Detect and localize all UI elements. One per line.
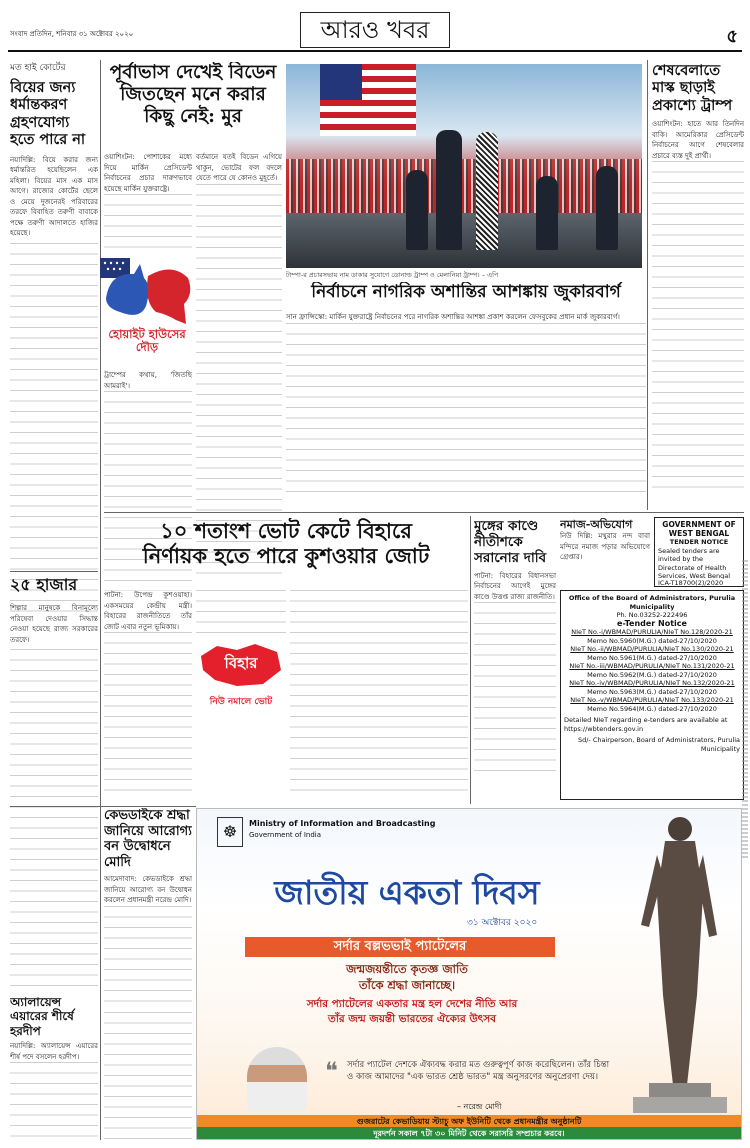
tender-ad [654,517,744,587]
purulia-phone: Ph. No.03252-222496 [616,611,688,619]
purulia-ad [560,590,744,800]
tender-org: GOVERNMENT OF WEST BENGAL [662,520,736,538]
purulia-footer: Detailed NIeT regarding e-tenders are available at https://wbtenders.gov.in [564,716,728,733]
munger-lines [474,602,556,772]
right-column [652,62,744,512]
purulia-title: e-Tender Notice [617,618,687,628]
kevadia-column [104,808,192,1008]
purulia-item: Memo No.5961(M.G.) dated-27/10/2020 [587,653,717,662]
bihar-headline-2: নির্ণায়ক হতে পারে কুশওয়ার জোট [142,543,430,569]
bihar-logo [197,640,285,712]
election-body-block [286,312,646,502]
alliance-lines [10,1062,98,1140]
stage [286,213,642,268]
section-divider [10,806,196,807]
ad-date: ৩১ অক্টোবর ২০২০ [467,918,538,928]
tender-ref: ICA-T18700(2)/2020 [658,578,724,587]
header-rule [8,50,742,52]
lead-body-3: ট্রাম্পের কথায়, 'জিতছি আমরাই'। [104,371,192,390]
kevadia-cont-lines [104,1012,192,1140]
person-figure [596,166,618,250]
ad-footer-1: গুজরাটের কেভাডিয়ায় স্ট্যাচু অফ ইউনিটি থেকে প্রধানমন্ত্রীর অনুষ্ঠানটি [356,1117,582,1126]
column-rule [647,60,648,510]
us-flag-icon [320,64,416,136]
column-rule [100,60,101,1140]
left-sub-block [10,575,98,605]
left-sub-text [10,603,98,993]
purulia-item: Memo No.5963(M.G.) dated-27/10/2020 [587,687,717,696]
purulia-sign: Sd/- Chairperson, Board of Administrators, Purulia Municipality [577,736,740,753]
lead-body-2: বর্তমানে যতই বিডেন এগিয়ে থাকুন, ভোটের ফল বদলে যেতে পারে যে কোনও মুহূর্তে। [196,153,282,182]
ministry-name: Ministry of Information and Broadcasting [249,819,436,828]
elephant-donkey-logo [100,250,194,368]
quote-icon: ❝ [325,1057,338,1085]
bihar-lines-1 [104,632,192,796]
ad-slogan-2: তাঁর জন্ম জয়ন্তী ভারতের ঐক্যের উৎসব [327,1013,497,1025]
lead-body-1: ওয়াশিংটন: পোশাকের মধ্যে দিয়ে মার্কিন প্রেসিডেন্ট নির্বাচনের প্রচার দারুণভাবে হয়েছে মার্কিন যুক্তরাষ্ট্রে। [104,153,192,193]
statue-of-unity-icon [627,815,733,1115]
left-sub-headline: ২৫ হাজার [10,575,78,594]
purulia-item: NIeT No.-v/WBMAD/PURULIA/NIeT No.133/2020-21 [570,696,734,704]
left-body: নয়াদিল্লি: বিয়ে করার জন্য ধর্মান্তরিত হয়েছিলেন এক মহিলা। বিয়ের মাস এক মাস আগে। রাজ্যের কোর্টের ছেলে ও মেয়ে দুজনেরই পরিবারের তরফে বিবাহিত তরুণী বাবাকে পক্ষে তরুণী আদালতে হাজির হয়েছে। [10,155,98,238]
margin-code [742,560,748,860]
person-figure [476,132,498,250]
photo-caption: টাম্পা-র প্রচারসভায় নাম ডাকার সুযোগে ডোনাল্ড ট্রাম্প ও মেলানিয়া ট্রাম্প। – এপি [286,271,499,279]
right-headline: শেষবেলাতে মাস্ক ছাড়াই প্রকাশ্যে ট্রাম্প [652,62,733,114]
ad-line-2: জন্মজয়ন্তীতে কৃতজ্ঞ জাতি [346,962,468,976]
rally-photo [286,64,642,268]
column-rule [470,516,471,804]
crowd [286,159,642,219]
election-headline-block [286,282,646,308]
left-kicker: মত হাই কোর্টের [10,63,66,73]
bihar-body: পাটনা: উপেন্দ্র কুশওয়াহা। একসময়ের কেন্দ্রীয় মন্ত্রী। বিহারের রাজনীতিতে তাঁর জোট এবার নতুন ভূমিকায়। [104,591,192,631]
lead-headline: পূর্বাভাস দেখেই বিডেন জিতছেন মনে করার কিছু নেই: মুর [109,62,277,128]
election-headline: নির্বাচনে নাগরিক অশান্তির আশঙ্কায় জুকারবার্গ [311,282,621,302]
kevadia-cont [104,1012,192,1140]
right-lines [652,161,744,491]
bihar-lines-3 [290,590,468,796]
munger-body: পাটনা: বিহারের বিধানসভা নির্বাচনের আগেই মুঙ্গের কাণ্ডে উত্তপ্ত রাজ্য রাজনীতি। [474,571,556,601]
lead-headline-block [104,62,282,150]
purulia-item: Memo No.5964(M.G.) dated-27/10/2020 [587,704,717,713]
bihar-logo-sub: নিউ নমালে ভোট [209,697,273,707]
left-headline: বিয়ের জন্য ধর্মান্তকরণ গ্রহণযোগ্য হতে পারে না [10,79,86,149]
kevadia-body: আমেদাবাদ: কেভডাইকে শ্রদ্ধা জানিয়ে আরোগ্য বন উদ্বোধন করলেন প্রধানমন্ত্রী নরেন্দ্র মোদি। [104,875,192,905]
bihar-headline-block [104,518,468,588]
tender-body: Sealed tenders are invited by the Directorate of Health Services, West Bengal [658,546,731,579]
bihar-col-1 [104,590,192,796]
badge-label: হোয়াইট হাউসের দৌড় [108,327,186,354]
bihar-col-2-top [196,590,286,638]
pm-portrait [247,1047,307,1111]
tender-title: TENDER NOTICE [669,538,729,546]
date-line: সংবাদ প্রতিদিন, শনিবার ৩১ অক্টোবর ২০২০ [10,30,134,38]
ad-footer-2: দূরদর্শন সকাল ৭টা ৩০ মিনিট থেকে সরাসরি সম্প্রচার করবে। [373,1129,565,1138]
purulia-item: NIeT No.-iv/WBMAD/PURULIA/NIeT No.132/2020-21 [569,679,735,687]
govt-name: Government of India [249,831,322,839]
bihar-logo-title: বিহার [224,654,258,672]
person-figure [536,176,558,250]
election-body: সান ফ্রান্সিস্কো: মার্কিন যুক্তরাষ্ট্রে নির্বাচনের পরে নাগরিক অশান্তির আশঙ্কা প্রকাশ করলেন ফেসবুকের প্রধান মার্ক জুকারবার্গ। [286,313,620,321]
namaz-column [560,518,650,582]
section-divider [104,512,744,513]
govt-advertisement [196,808,742,1140]
section-title: আরও খবর [300,12,450,48]
election-lines [286,323,646,493]
alliance-column [10,995,98,1140]
ad-title: জাতীয় একতা দিবস [274,873,540,912]
lead-lines-2 [196,184,282,574]
right-body: ওয়াশিংটন: হাতে আর তিনদিন বাকি। আমেরিকার প্রেসিডেন্ট নির্বাচনের আগে শেষবেলার প্রচারে ব্যস্ত দুই প্রার্থী। [652,120,744,160]
page-number: ৫ [726,26,738,47]
left-divider [10,571,98,572]
alliance-headline: অ্যালায়েন্স এয়ারের শীর্ষে হরদীপ [10,995,74,1038]
purulia-item: NIeT No.-i/WBMAD/PURULIA/NIeT No.128/2020-21 [571,628,733,636]
left-sub-lines [10,649,98,993]
alliance-body: নয়াদিল্লি: অ্যালায়েন্স এয়ারের শীর্ষ পদে বসলেন হরদীপ। [10,1042,98,1061]
left-column [10,60,98,620]
namaz-body: নিউ দিল্লি: মথুরার নন্দ বাবা মন্দিরে নমাজ পড়ার অভিযোগে গ্রেপ্তার। [560,532,650,562]
purulia-item: Memo No.5960(M.G.) dated-27/10/2020 [587,636,717,645]
purulia-office: Office of the Board of Administrators, Purulia Municipality [568,594,736,611]
namaz-headline: নমাজ-অভিযোগ [560,518,633,531]
kevadia-headline: কেভডাইকে শ্রদ্ধা জানিয়ে আরোগ্য বন উদ্বোধনে মোদি [104,808,192,870]
ad-line-3: তাঁকে শ্রদ্ধা জানাচ্ছে। [358,978,456,992]
ad-quote: সর্দার প্যাটেল দেশকে ঐক্যবদ্ধ করার মত গুরুত্বপূর্ণ কাজ করেছিলেন। তাঁর চিন্তা ও কাজ আমাদের "এক ভারত শ্রেষ্ঠ ভারত" মন্ত্র অনুসরণের অনুপ্রেরণা দেয়। [347,1060,610,1082]
purulia-item: NIeT No.-iii/WBMAD/PURULIA/NIeT No.131/2020-21 [569,662,735,670]
bihar-lines-2 [196,590,286,638]
munger-headline: মুঙ্গের কাণ্ডে নীতীশকে সরানোর দাবি [474,518,547,567]
ad-subtitle: সর্দার বল্লভভাই প্যাটেলের [245,937,555,957]
munger-column [474,518,556,802]
purulia-item: Memo No.5962(M.G.) dated-27/10/2020 [587,670,717,679]
purulia-item: NIeT No.-ii/WBMAD/PURULIA/NIeT No.130/2020-21 [570,645,734,653]
left-body-lines [10,243,98,620]
kevadia-lines [104,906,192,1008]
emblem-icon: ☸ [217,817,243,847]
bihar-headline-1: ১০ শতাংশ ভোট কেটে বিহারে [160,518,412,543]
ad-quote-by: – নরেন্দ্র মোদী [457,1102,502,1111]
left-sub-body: শিল্পার মানুষকে বিনামূল্যে পরিষেবা দেওয়ার সিদ্ধান্ত নেওয়া হয়েছে রাজ্য সরকারের তরফে। [10,604,98,644]
lead-col-1 [104,152,192,248]
lead-lines-1 [104,194,192,248]
person-figure [436,130,462,250]
ad-slogan-1: সর্দার প্যাটেলের একতার মন্ত্র হল দেশের নীতি আর [306,998,518,1010]
bihar-col-3 [290,590,468,796]
person-figure [406,170,428,250]
